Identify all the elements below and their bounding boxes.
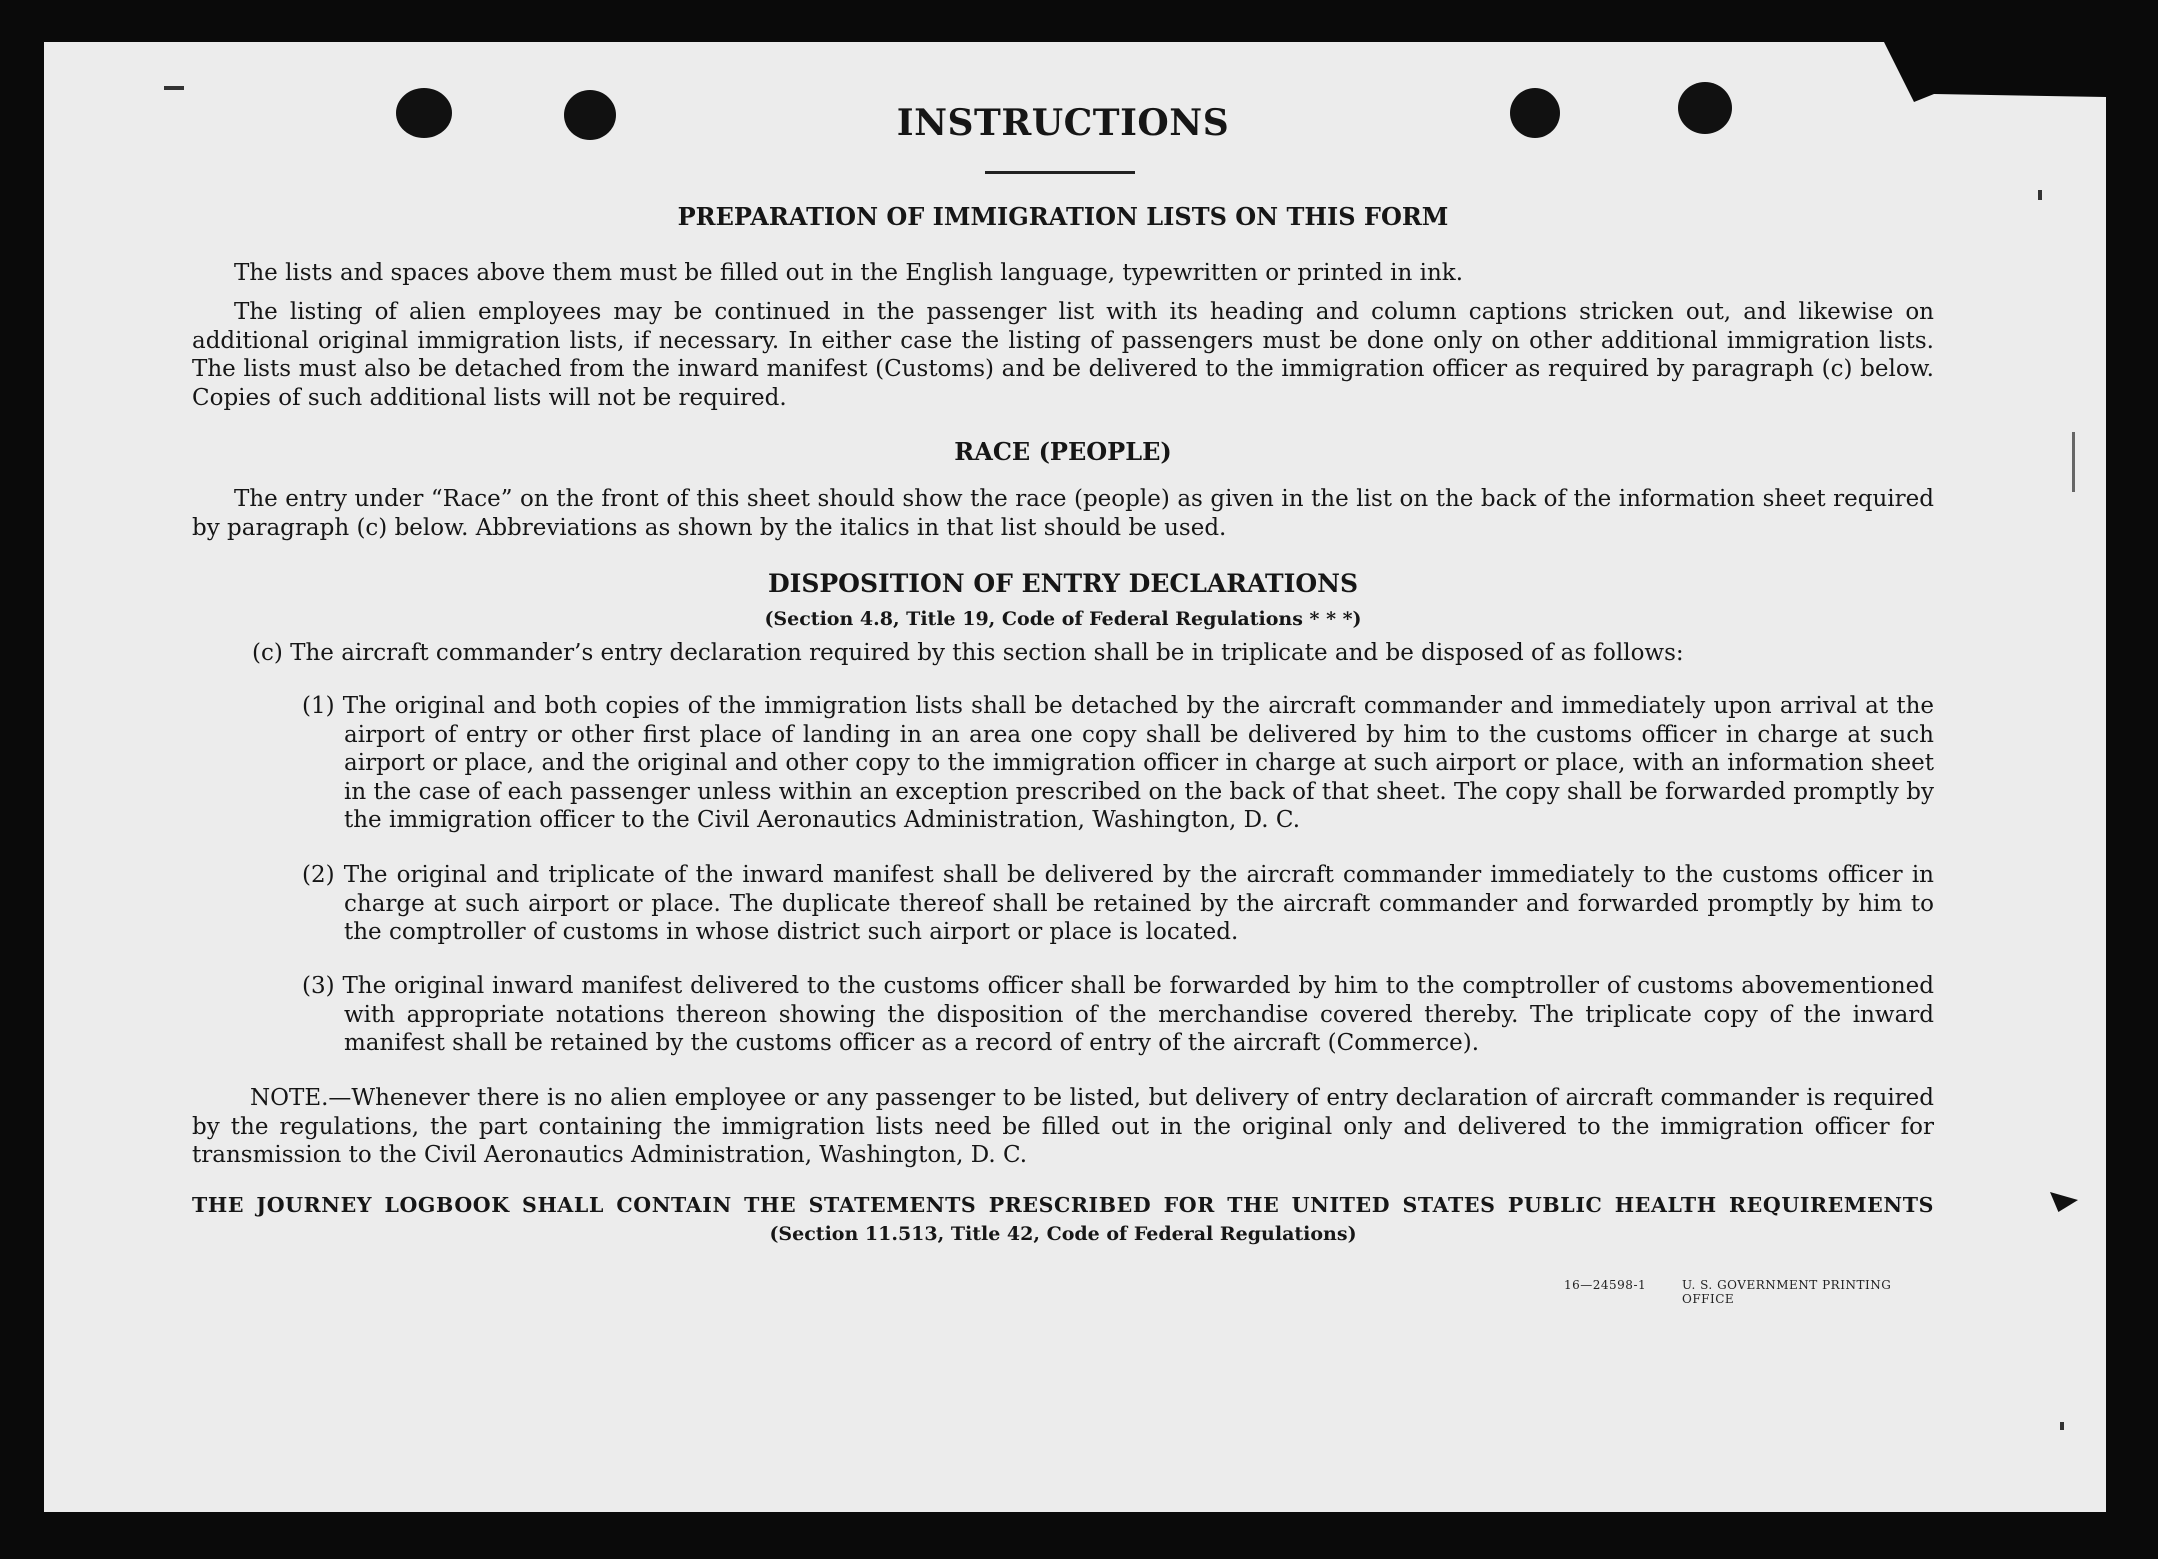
scan-speck [164, 86, 184, 90]
section-heading-preparation: PREPARATION OF IMMIGRATION LISTS ON THIS FORM [677, 202, 1449, 231]
section-heading-race: RACE (PEOPLE) [954, 437, 1172, 466]
disposition-item-3: (3) The original inward manifest delivered to the customs officer shall be forwarded by him to the comptroller of customs abovementioned with appropriate notations thereon showing the disposition of the merchandise covered thereby. The triplicate copy of the inward manifest shall be retained by the customs officer as a record of entry of the aircraft (Commerce). [302, 973, 1934, 1056]
printer-credit: U. S. GOVERNMENT PRINTING OFFICE [1682, 1278, 1892, 1306]
form-number: 16—24598-1 [1564, 1278, 1647, 1292]
disposition-intro: (c) The aircraft commander’s entry declaration required by this section shall be in triplicate and be disposed of as follows: [252, 640, 1684, 666]
race-paragraph: The entry under “Race” on the front of this sheet should show the race (people) as given in the list on the back of the information sheet required by paragraph (c) below. Abbreviations as shown by the italics in that list should be used. [192, 486, 1934, 541]
note-paragraph: NOTE.—Whenever there is no alien employee or any passenger to be listed, but delivery of entry declaration of aircraft commander is required by the regulations, the part containing the immigration lists need be filled out in the original only and delivered to the immigration officer for transmission to the Civil Aeronautics Administration, Washington, D. C. [192, 1085, 1934, 1168]
health-citation: (Section 11.513, Title 42, Code of Federal Regulations) [769, 1223, 1357, 1245]
title-underline [985, 171, 1135, 174]
prep-paragraph-1: The lists and spaces above them must be filled out in the English language, typewritten or printed in ink. [234, 260, 1464, 286]
disposition-citation: (Section 4.8, Title 19, Code of Federal Regulations * * *) [764, 608, 1362, 630]
binding-tab-mark [2050, 1192, 2078, 1212]
scan-speck [2038, 190, 2042, 200]
prep-paragraph-2: The listing of alien employees may be continued in the passenger list with its heading and column captions stricken out, and likewise on additional original immigration lists, if necessary. In either case the listing of passengers must be done only on other additional immigration lists. The lists must also be detached from the inward manifest (Customs) and be delivered to the immigration officer as required by paragraph (c) below. Copies of such additional lists will not be required. [192, 299, 1934, 411]
health-statement: THE JOURNEY LOGBOOK SHALL CONTAIN THE STATEMENTS PRESCRIBED FOR THE UNITED STATES PUBLIC HEALTH REQUIREMENTS [192, 1193, 1934, 1217]
disposition-item-2: (2) The original and triplicate of the inward manifest shall be delivered by the aircraft commander immediately to the customs officer in charge at such airport or place. The duplicate thereof shall be retained by the aircraft commander and forwarded promptly by him to the comptroller of customs in whose district such airport or place is located. [302, 862, 1934, 945]
scan-speck [2072, 432, 2075, 492]
scan-speck [2060, 1422, 2064, 1430]
disposition-item-1: (1) The original and both copies of the immigration lists shall be detached by the aircraft commander and immediately upon arrival at the airport of entry or other first place of landing in an area one copy shall be delivered by him to the customs officer in charge at such airport or place, and the original and other copy to the immigration officer in charge at such airport or place, with an information sheet in the case of each passenger unless within an exception prescribed on the back of that sheet. The copy shall be forwarded promptly by the immigration officer to the Civil Aeronautics Administration, Washington, D. C. [302, 693, 1934, 833]
section-heading-disposition: DISPOSITION OF ENTRY DECLARATIONS [767, 569, 1359, 598]
page-title: INSTRUCTIONS [896, 102, 1230, 144]
